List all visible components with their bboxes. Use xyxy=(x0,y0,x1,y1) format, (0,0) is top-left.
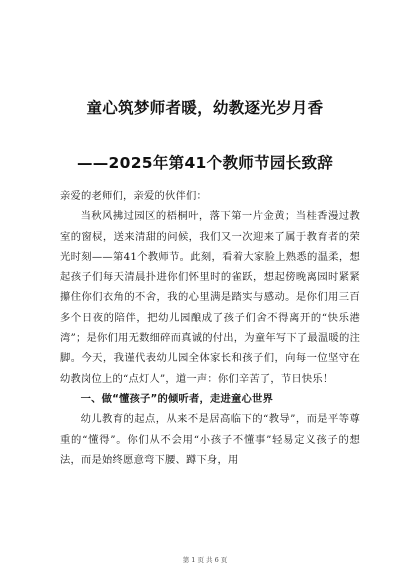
section-heading: 一、做“懂孩子”的倾听者，走进童心世界 xyxy=(80,392,273,405)
document-body xyxy=(60,186,360,470)
document-subtitle: ——2025年第41个教师节园长致辞 xyxy=(76,154,334,172)
body-paragraph: 幼儿教育的起点，从来不是居高临下的“教导”，而是平等尊重的“懂得”。你们从不会用“小孩子不懂事”轻易定义孩子的想法，而是始终愿意弯下腰、蹲下身，用 xyxy=(60,413,360,466)
body-paragraph: 当秋风拂过园区的梧桐叶，落下第一片金黄；当桂香漫过教室的窗棂，送来清甜的问候，我们又一次迎来了属于教育者的荣光时刻——第41个教师节。此刻，看着大家脸上熟悉的温柔，想起孩子们每天清晨扑进你们怀里时的雀跃，想起傍晚离园时紧紧攥住你们衣角的不舍，我的心里满是踏实与感动。是你们用三百多个日夜的陪伴，把幼儿园酿成了孩子们舍不得离开的“快乐港湾”；是你们用无数细碎而真诚的付出，为童年写下了最温暖的注脚。今天，我谨代表幼儿园全体家长和孩子们，向每一位坚守在幼教岗位上的“点灯人”，道一声：你们辛苦了，节日快乐！ xyxy=(60,210,360,385)
page-number: 第 1 页 共 6 页 xyxy=(182,556,228,564)
salutation-paragraph: 亲爱的老师们，亲爱的伙伴们： xyxy=(60,190,207,202)
document-title: 童心筑梦师者暖，幼教逐光岁月香 xyxy=(86,99,324,117)
